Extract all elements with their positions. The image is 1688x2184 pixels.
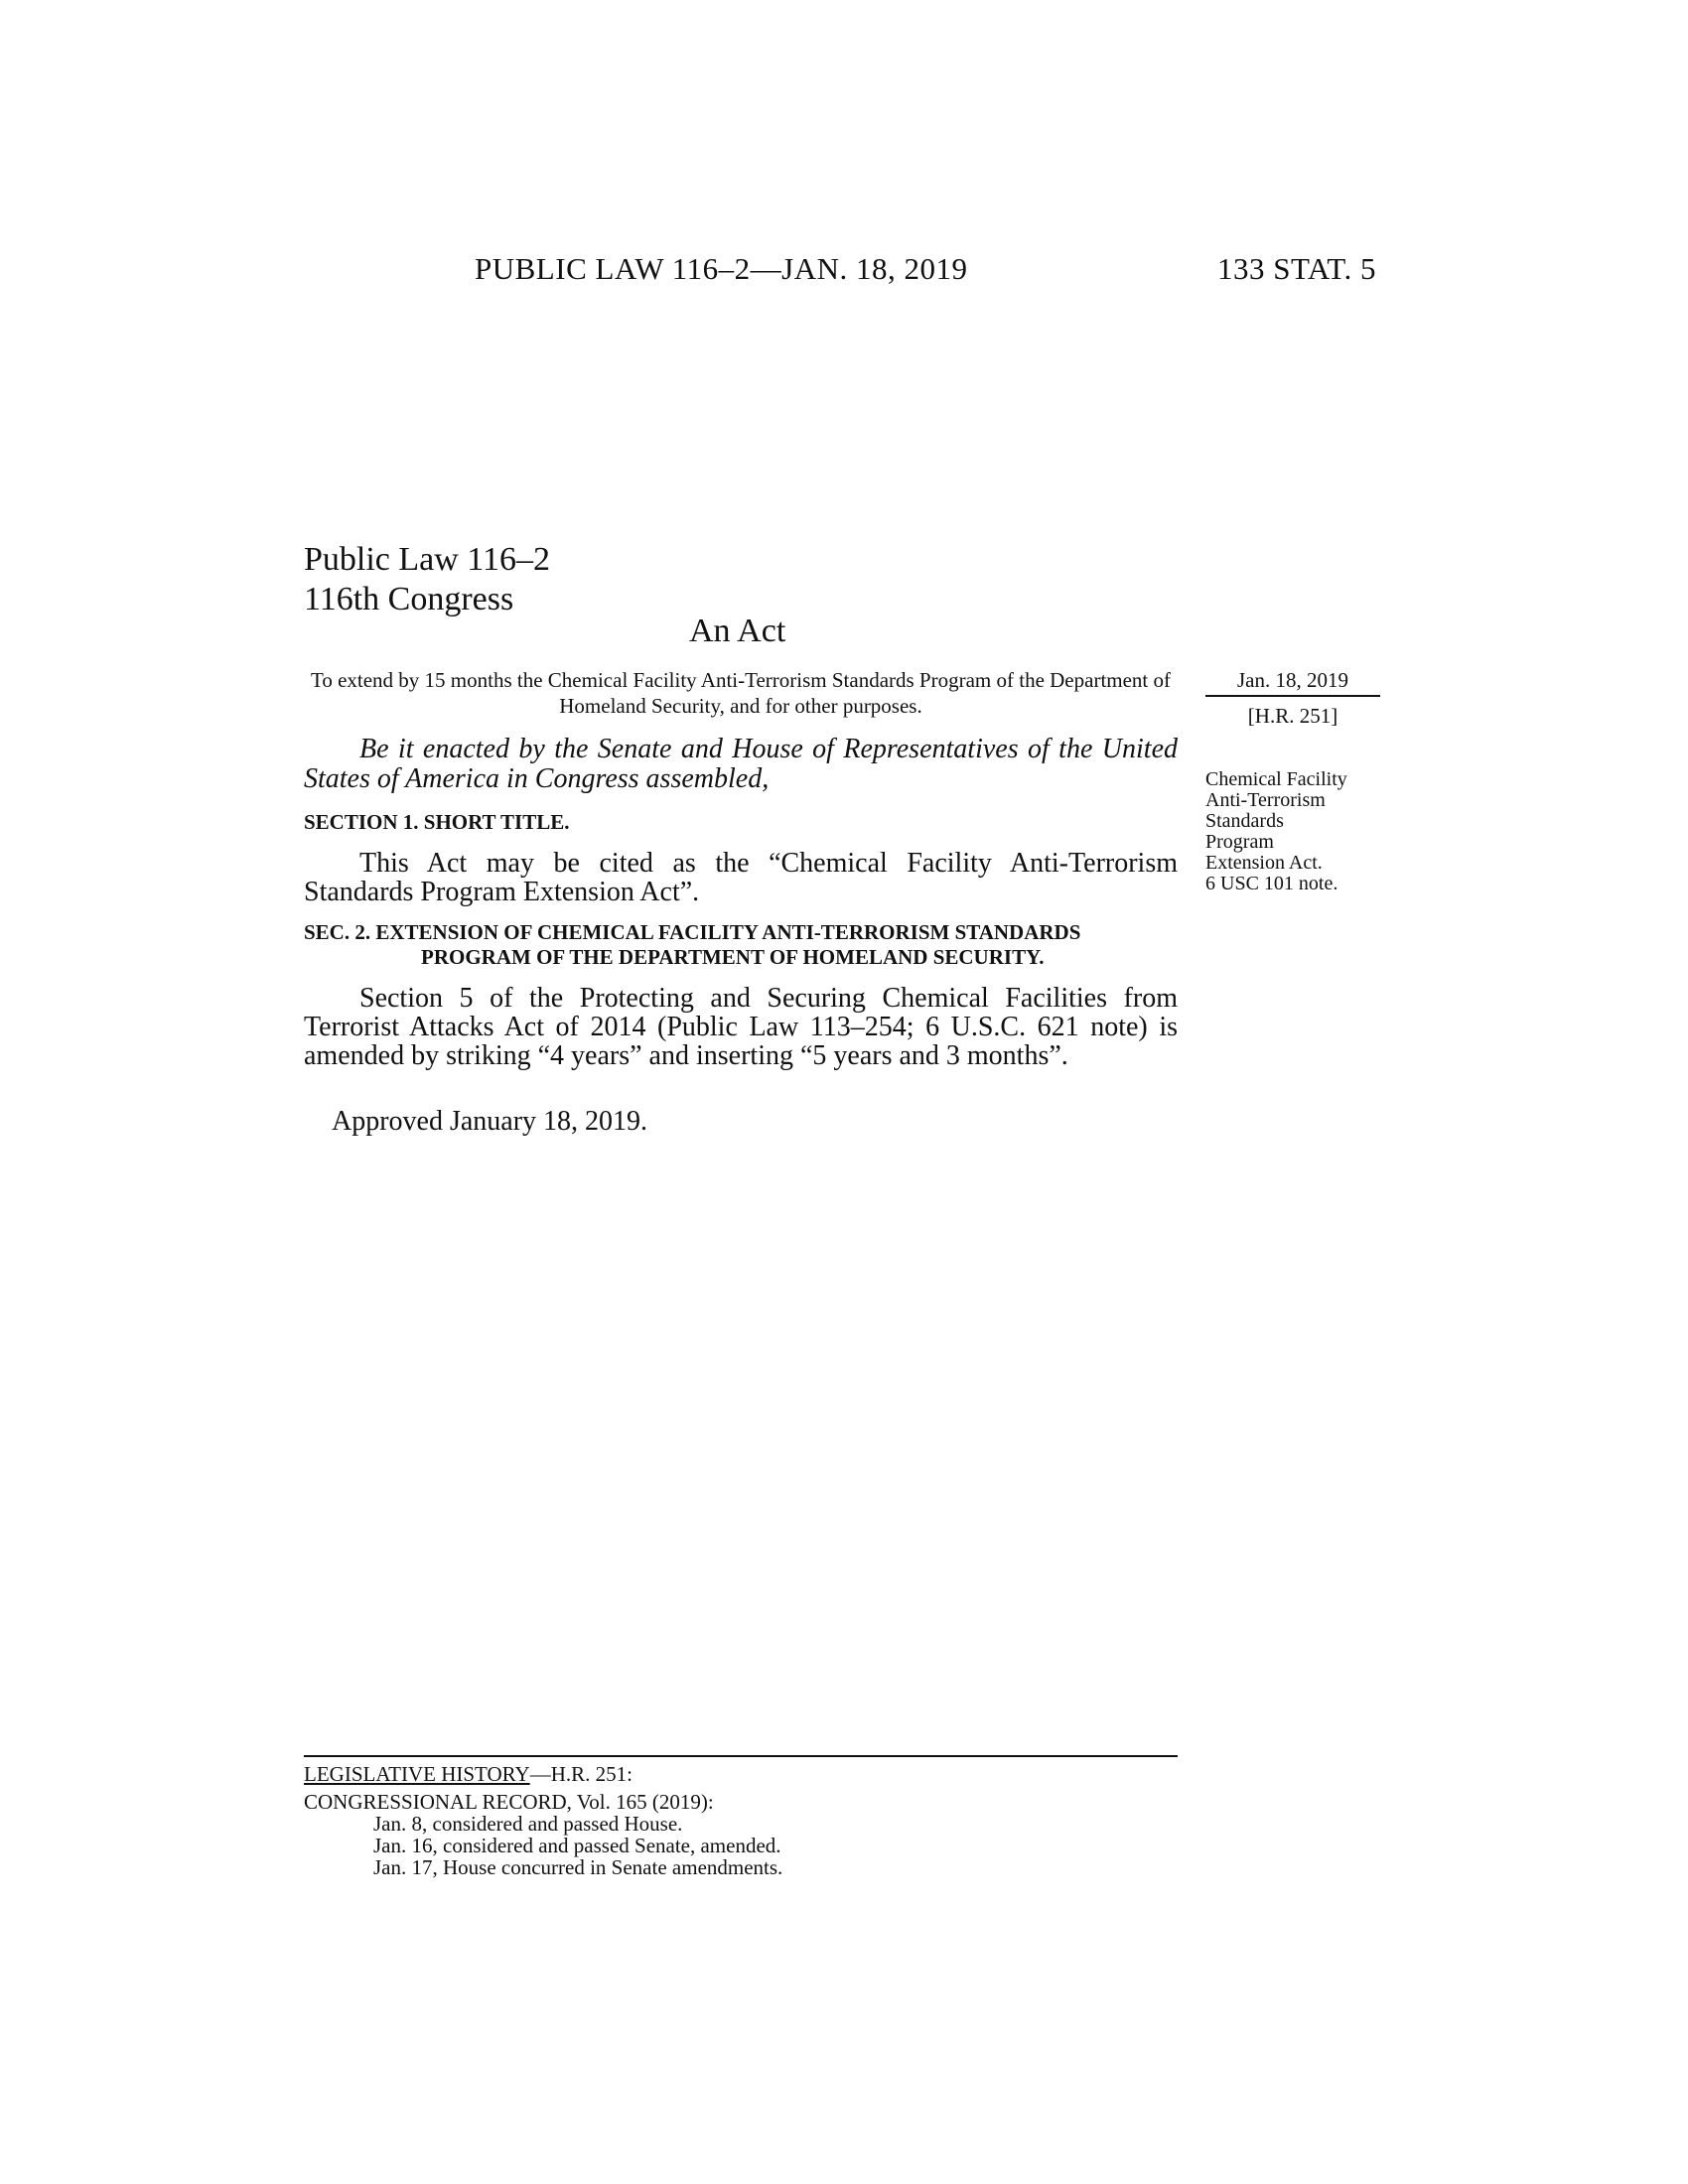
enactment-date: Jan. 18, 2019 <box>1205 667 1380 697</box>
congress-number: 116th Congress <box>304 581 514 617</box>
sidenote-line: 6 USC 101 note. <box>1205 873 1338 894</box>
act-body <box>304 735 1178 1138</box>
section-2-text: Section 5 of the Protecting and Securing Chemical Facilities from Terrorist Attacks Act of 2014 (Public Law 113–254; 6 U.S.C. 621 note) is amended by striking “4 years” and inserting “5 years and 3 months”. <box>304 983 1178 1071</box>
sidenote-line: Chemical Facility <box>1205 768 1347 790</box>
legislative-history <box>304 1763 1197 1878</box>
section-1-heading: SECTION 1. SHORT TITLE. <box>304 810 570 834</box>
approval-date: Approved January 18, 2019. <box>332 1106 648 1137</box>
congressional-record: CONGRESSIONAL RECORD, Vol. 165 (2019): <box>304 1790 714 1814</box>
margin-date-block <box>1205 667 1380 729</box>
section-1-text: This Act may be cited as the “Chemical Facility Anti-Terrorism Standards Program Extension Act”. <box>304 848 1178 907</box>
margin-sidenote <box>1205 769 1390 894</box>
page-number: 133 STAT. 5 <box>1216 251 1376 286</box>
history-entry: Jan. 17, House concurred in Senate amendments. <box>373 1855 783 1879</box>
history-entry: Jan. 8, considered and passed House. <box>373 1812 683 1836</box>
sidenote-line: Program <box>1205 831 1274 853</box>
act-purpose: To extend by 15 months the Chemical Facility Anti-Terrorism Standards Program of the Department of Homeland Security, and for other purposes. <box>310 668 1172 718</box>
act-label: An Act <box>689 613 786 649</box>
legislative-history-bill: —H.R. 251: <box>529 1762 633 1786</box>
history-entry: Jan. 16, considered and passed Senate, amended. <box>373 1834 781 1857</box>
section-2-heading: SEC. 2. EXTENSION OF CHEMICAL FACILITY ANTI-TERRORISM STANDARDS PROGRAM OF THE DEPARTMENT OF HOMELAND SECURITY. <box>304 920 1081 969</box>
sidenote-line: Extension Act. <box>1205 852 1323 874</box>
legislative-history-label: LEGISLATIVE HISTORY <box>304 1762 530 1786</box>
enacting-clause: Be it enacted by the Senate and House of Representatives of the United States of America in Congress assembled, <box>304 734 1178 794</box>
running-head: PUBLIC LAW 116–2—JAN. 18, 2019 <box>475 251 968 286</box>
bill-number: [H.R. 251] <box>1247 704 1338 728</box>
sidenote-line: Anti-Terrorism <box>1205 789 1326 811</box>
legislative-history-divider <box>304 1755 1178 1757</box>
law-title-block <box>304 540 550 619</box>
law-number: Public Law 116–2 <box>304 541 551 578</box>
legislative-history-heading <box>304 1763 1197 1785</box>
sidenote-line: Standards <box>1205 810 1284 832</box>
